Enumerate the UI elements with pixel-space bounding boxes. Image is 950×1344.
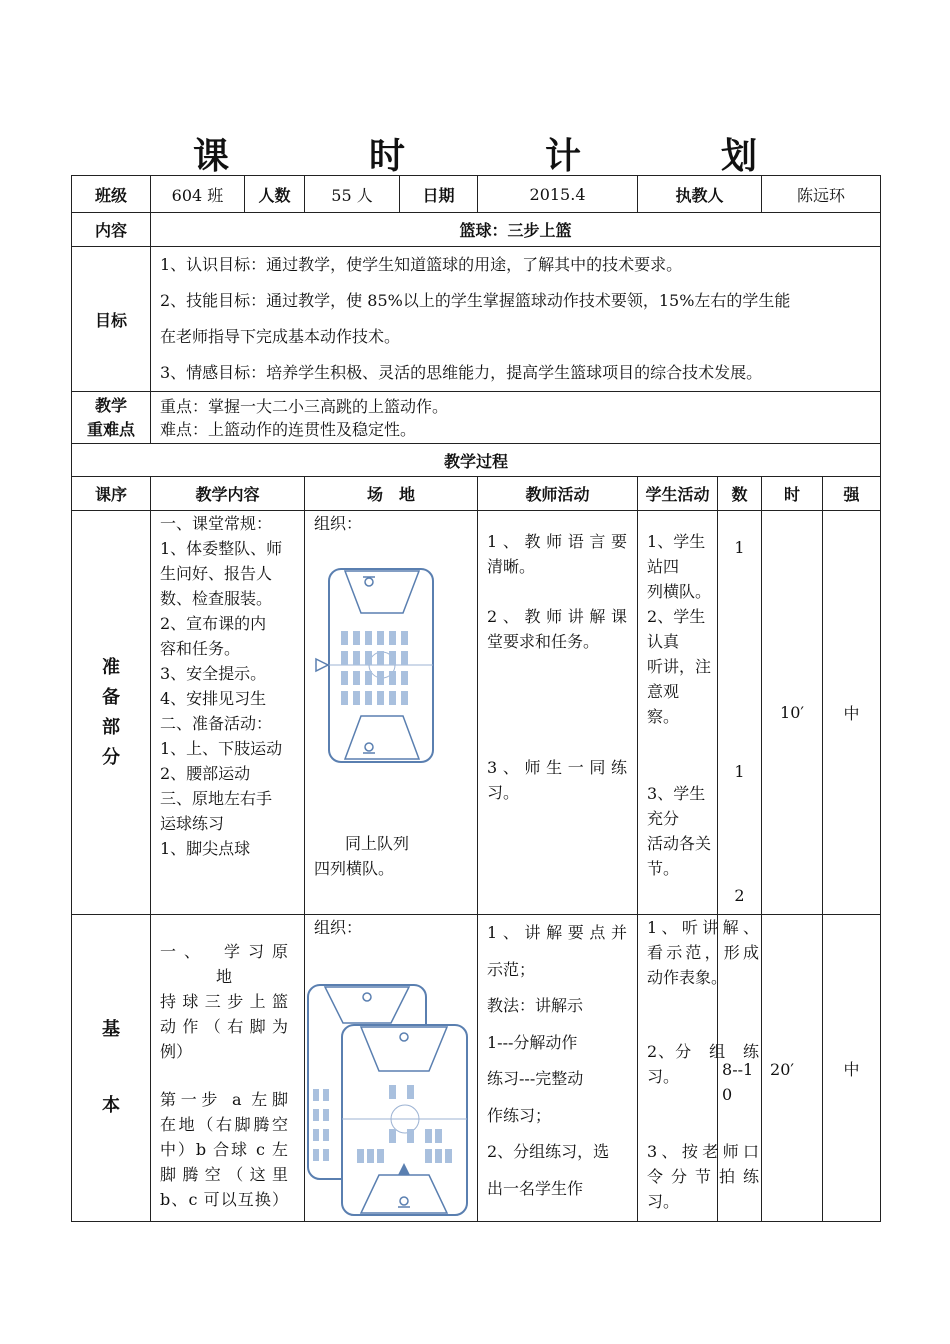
main-teacher-line: 作练习； (487, 1105, 552, 1125)
prep-line: 2、腰部运动 (160, 764, 251, 783)
main-label (72, 915, 151, 1222)
prep-teacher-3 (487, 755, 627, 805)
main-content-text-2 (160, 1087, 288, 1212)
main-label-char: 基 (102, 1019, 120, 1040)
class-value: 604 班 (151, 176, 245, 213)
count-label: 人数 (245, 176, 305, 213)
goals-label: 目标 (72, 247, 151, 392)
key-point: 重点：掌握一大二小三高跳的上篮动作。 (160, 396, 449, 416)
prep-content-text (151, 511, 304, 861)
goal-line-4: 3、情感目标：培养学生积极、灵活的思维能力，提高学生篮球项目的综合技术发展。 (160, 363, 763, 382)
prep-label-char: 准 (102, 656, 120, 678)
prep-student-line: 活动各关节。 (647, 834, 712, 878)
main-line: 地 (215, 967, 232, 986)
main-teacher-text (487, 915, 627, 1207)
prep-count-box (718, 511, 761, 914)
prep-teacher-box (478, 511, 637, 914)
col-student: 学生活动 (638, 477, 718, 511)
prep-line: 运球练习 (160, 814, 225, 833)
date-label: 日期 (400, 176, 478, 213)
prep-label-char: 部 (102, 716, 120, 738)
main-teacher-line: 1、讲解要点并 (487, 923, 627, 942)
teacher-label: 执教人 (638, 176, 762, 213)
date-value: 2015.4 (478, 176, 638, 213)
keypoints-label (72, 392, 151, 444)
main-line: 例） (160, 1042, 193, 1061)
prep-count-3: 2 (734, 886, 745, 905)
prep-intensity: 中 (823, 511, 881, 915)
main-time (762, 915, 823, 1222)
main-count (718, 915, 762, 1222)
content-label: 内容 (72, 213, 151, 247)
main-time-box (762, 915, 822, 1221)
goal-line-2: 2、技能目标：通过教学，使 85%以上的学生掌握篮球动作技术要领，15%左右的学生能 (160, 291, 791, 310)
col-count: 数 (718, 477, 762, 511)
prep-time: 10′ (762, 511, 823, 915)
court-diagram-main (305, 979, 475, 1219)
content-value: 篮球：三步上篮 (151, 213, 881, 247)
main-teacher (478, 915, 638, 1222)
prep-line: 一、课堂常规： (160, 514, 273, 533)
main-student-line: 3、按老师口 (647, 1142, 760, 1161)
prep-line: 二、准备活动： (160, 714, 273, 733)
prep-teacher-1 (487, 529, 627, 579)
content-row (72, 213, 881, 247)
main-field-box (305, 915, 477, 1221)
main-teacher-line: 出一名学生作 (487, 1178, 584, 1198)
prep-teacher-line: 3、师生一同练 (487, 758, 627, 777)
main-line: 中）b 合球 c 左 (160, 1140, 288, 1159)
prep-student-box (638, 511, 717, 914)
main-line: 第一步 a 左脚 (160, 1090, 288, 1109)
prep-line: 1、体委整队、师 (160, 539, 283, 558)
prep-line: 1、上、下肢运动 (160, 739, 283, 758)
prep-line: 数、检查服装。 (160, 589, 273, 608)
column-header-row (72, 477, 881, 511)
main-teacher-line: 示范； (487, 959, 536, 979)
prep-label-text (72, 653, 150, 773)
main-label-char: 本 (102, 1095, 120, 1116)
prep-student-line: 听讲，注意观 (647, 657, 712, 701)
main-line: 持球三步上篮 (160, 992, 288, 1011)
main-time-value: 20′ (770, 1060, 795, 1079)
main-teacher-line: 练习---完整动 (487, 1069, 584, 1088)
prep-teacher-line: 堂要求和任务。 (487, 632, 600, 651)
main-line: b、c 可以互换） (160, 1190, 288, 1209)
main-student-line: 2、分 组 练 (647, 1042, 760, 1061)
difficult-point: 难点：上篮动作的连贯性及稳定性。 (160, 419, 417, 439)
teacher-value: 陈远环 (762, 176, 881, 213)
prep-student-1 (647, 529, 717, 604)
col-order: 课序 (72, 477, 151, 511)
keypoints-label-2: 重难点 (86, 419, 135, 439)
prep-teacher (478, 511, 638, 915)
court-diagram-prep (307, 563, 439, 768)
prep-count-1: 1 (734, 538, 745, 557)
main-intensity-value: 中 (843, 1060, 860, 1079)
main-line: 脚腾空（这里 (160, 1165, 288, 1184)
goals-text (151, 247, 881, 392)
prep-count (718, 511, 762, 915)
main-intensity-box (823, 915, 880, 1221)
col-time: 时 (762, 477, 823, 511)
keypoints-text (151, 392, 881, 444)
prep-student-line: 2、学生认真 (647, 607, 706, 651)
prep-teacher-2 (487, 604, 627, 654)
goal-line-3: 在老师指导下完成基本动作技术。 (160, 327, 401, 346)
process-title: 教学过程 (72, 444, 881, 477)
header-row (72, 176, 881, 213)
main-student-line: 令分节拍练 (647, 1167, 760, 1186)
main-teacher-line: 1---分解动作 (487, 1032, 578, 1052)
prep-label-char: 分 (102, 746, 120, 768)
prep-line: 2、宣布课的内 (160, 614, 267, 633)
prep-student-line: 列横队。 (647, 582, 712, 601)
keypoints-row (72, 392, 881, 444)
main-label-gap (72, 1049, 150, 1087)
goals-row (72, 247, 881, 392)
keypoints-label-1: 教学 (94, 395, 127, 415)
prep-field (305, 511, 478, 915)
col-teacher: 教师活动 (478, 477, 638, 511)
prep-line: 容和任务。 (160, 639, 241, 658)
main-field (305, 915, 478, 1222)
prep-teacher-line: 习。 (487, 783, 520, 802)
main-student-line: 习。 (647, 1067, 680, 1086)
prep-student-line: 察。 (647, 707, 680, 726)
main-row (72, 915, 881, 1222)
col-content: 教学内容 (151, 477, 305, 511)
count-value: 55 人 (305, 176, 400, 213)
main-line: 动作（右脚为 (160, 1017, 288, 1036)
main-student-line: 动作表象。 (647, 968, 728, 987)
prep-row (72, 511, 881, 915)
main-line: 在地（右脚腾空 (160, 1115, 288, 1134)
prep-teacher-line: 2、教师讲解课 (487, 607, 627, 626)
prep-student-3 (647, 781, 717, 881)
prep-label-char: 备 (102, 686, 120, 708)
prep-field-box (305, 511, 477, 914)
prep-teacher-line: 清晰。 (487, 557, 536, 576)
main-content (151, 915, 305, 1222)
main-content-box (151, 915, 304, 1221)
prep-line: 三、原地左右手 (160, 789, 273, 808)
class-label: 班级 (72, 176, 151, 213)
prep-student-line: 1、学生站四 (647, 532, 706, 576)
prep-line: 4、安排见习生 (160, 689, 267, 708)
main-student-line: 习。 (647, 1192, 680, 1211)
main-field-org: 组织： (314, 918, 363, 937)
main-line: 一、 学习原 (160, 942, 288, 961)
prep-field-note-2: 四列横队。 (314, 859, 395, 878)
main-student-line: 看示范，形成 (647, 943, 760, 962)
goal-line-1: 1、认识目标：通过教学，使学生知道篮球的用途，了解其中的技术要求。 (160, 255, 683, 274)
prep-field-org: 组织： (314, 514, 363, 533)
prep-line: 3、安全提示。 (160, 664, 267, 683)
lesson-plan-table (71, 175, 881, 1222)
prep-count-2: 1 (734, 762, 745, 781)
col-intensity: 强 (823, 477, 881, 511)
prep-teacher-line: 1、教师语言要 (487, 532, 627, 551)
prep-label (72, 511, 151, 915)
process-title-row (72, 444, 881, 477)
main-count-value: 8--10 (722, 1060, 754, 1104)
main-teacher-line: 教法：讲解示 (487, 996, 584, 1015)
prep-student-2 (647, 604, 717, 729)
prep-content (151, 511, 305, 915)
col-field: 场 地 (305, 477, 478, 511)
prep-student (638, 511, 718, 915)
main-teacher-line: 2、分组练习，选 (487, 1142, 610, 1161)
prep-field-note-1: 同上队列 (345, 834, 410, 853)
main-label-text (72, 1011, 150, 1125)
main-teacher-box (478, 915, 637, 1221)
main-student-line: 1、听讲解、 (647, 918, 760, 937)
prep-line: 生问好、报告人 (160, 564, 273, 583)
main-count-box (718, 915, 761, 1221)
main-intensity (823, 915, 881, 1222)
main-content-text-1 (160, 939, 288, 1064)
prep-line: 1、脚尖点球 (160, 839, 251, 858)
prep-student-line: 3、学生充分 (647, 784, 706, 828)
page-title: 课 时 计 划 (192, 135, 809, 177)
